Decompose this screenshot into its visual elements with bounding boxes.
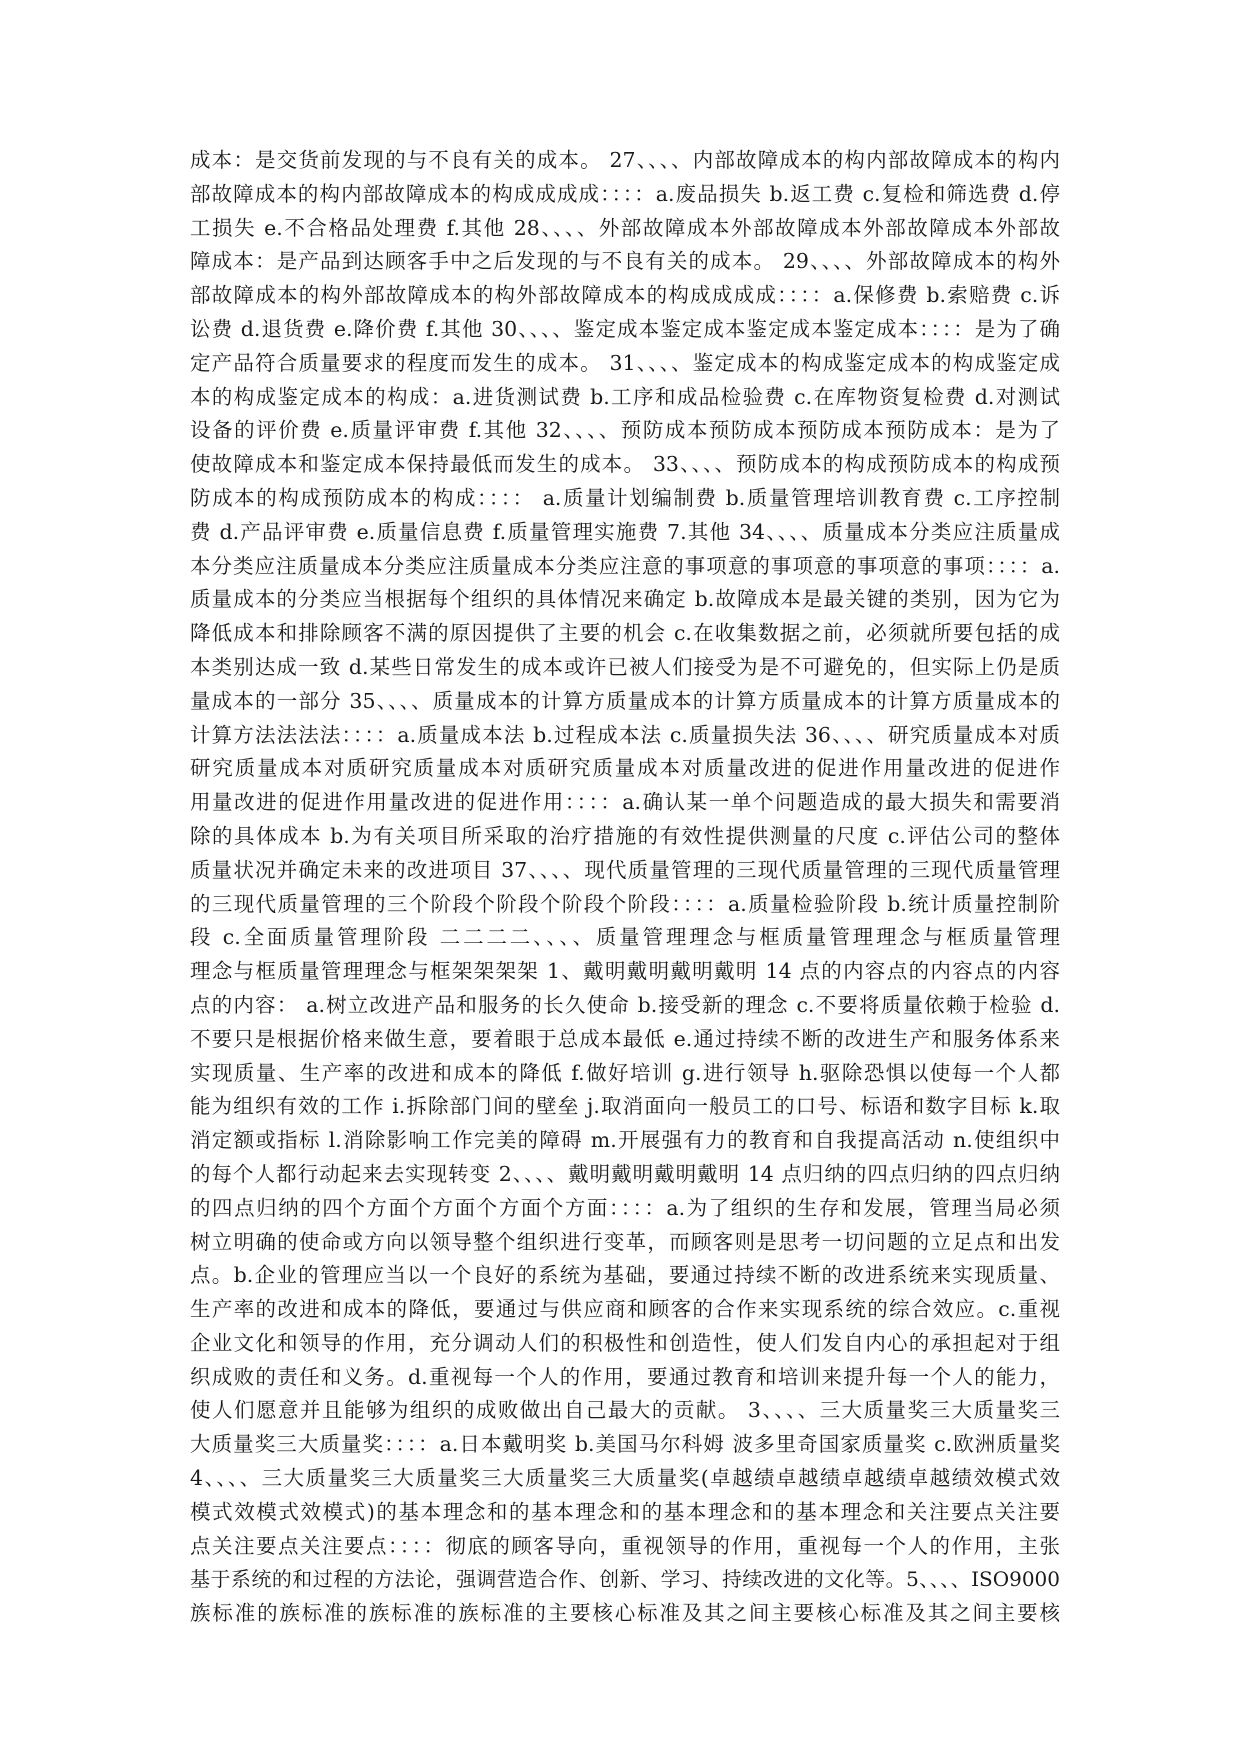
text-line: 研究质量成本对质研究质量成本对质研究质量成本对质量改进的促进作用量改进的促进作: [190, 756, 1060, 781]
text-line: 企业文化和领导的作用，充分调动人们的积极性和创造性，使人们发自内心的承担起对于组: [190, 1330, 1060, 1355]
text-line: 成本：是交货前发现的与不良有关的成本。 27、、、、内部故障成本的构内部故障成本的构内: [190, 148, 1060, 172]
body-text: [190, 144, 1060, 1665]
text-line: 族标准的族标准的族标准的族标准的主要核心标准及其之间主要核心标准及其之间主要核: [190, 1601, 1060, 1626]
text-line: 部故障成本的构外部故障成本的构外部故障成本的构成成成成：：：：a.保修费 b.索赔费 c.诉: [190, 283, 1060, 308]
text-line: 的三现代质量管理的三个阶段个阶段个阶段个阶段：：：：a.质量检验阶段 b.统计质量控制阶: [190, 891, 1060, 916]
text-line: 的每个人都行动起来去实现转变 2、、、、戴明戴明戴明戴明 14 点归纳的四点归纳的四点归纳: [190, 1161, 1060, 1186]
text-line: 讼费 d.退货费 e.降价费 f.其他 30、、、、鉴定成本鉴定成本鉴定成本鉴定成本：：：：是为了确: [190, 316, 1060, 341]
text-line: 点关注要点关注要点：：：：彻底的顾客导向，重视领导的作用，重视每一个人的作用，主张: [190, 1533, 1060, 1558]
text-line: 实现质量、生产率的改进和成本的降低 f.做好培训 g.进行领导 h.驱除恐惧以使每一个人都: [190, 1060, 1060, 1085]
text-line: 部故障成本的构内部故障成本的构成成成成：：：：a.废品损失 b.返工费 c.复检和筛选费 d.停: [190, 181, 1060, 206]
text-line: 4、、、、三大质量奖三大质量奖三大质量奖三大质量奖(卓越绩卓越绩卓越绩卓越绩效模式效: [190, 1466, 1060, 1491]
text-line: 树立明确的使命或方向以领导整个组织进行变革，而顾客则是思考一切问题的立足点和出发: [190, 1229, 1060, 1254]
text-line: 本分类应注质量成本分类应注质量成本分类应注意的事项意的事项意的事项意的事项：：：：a.: [190, 553, 1060, 578]
text-line: 不要只是根据价格来做生意，要着眼于总成本最低 e.通过持续不断的改进生产和服务体系来: [190, 1026, 1060, 1051]
text-line: 降低成本和排除顾客不满的原因提供了主要的机会 c.在收集数据之前，必须就所要包括的成: [190, 621, 1060, 646]
text-line: 理念与框质量管理理念与框架架架架 1、戴明戴明戴明戴明 14 点的内容点的内容点的内容: [190, 959, 1060, 984]
text-line: 费 d.产品评审费 e.质量信息费 f.质量管理实施费 7.其他 34、、、、质量成本分类应注质量成: [190, 519, 1060, 544]
text-line: 用量改进的促进作用量改进的促进作用：：：：a.确认某一单个问题造成的最大损失和需要消: [190, 790, 1060, 815]
text-line: 工损失 e.不合格品处理费 f.其他 28、、、、外部故障成本外部故障成本外部故障成本外部故: [190, 215, 1060, 240]
text-line: 质量状况并确定未来的改进项目 37、、、、现代质量管理的三现代质量管理的三现代质量管理: [190, 857, 1060, 882]
text-line: 生产率的改进和成本的降低，要通过与供应商和顾客的合作来实现系统的综合效应。c.重视: [190, 1297, 1060, 1322]
text-line: 模式效模式效模式)的基本理念和的基本理念和的基本理念和的基本理念和关注要点关注要: [190, 1499, 1060, 1524]
text-line: 本类别达成一致 d.某些日常发生的成本或许已被人们接受为是不可避免的，但实际上仍是质: [190, 654, 1060, 679]
text-line: 本的构成鉴定成本的构成：a.进货测试费 b.工序和成品检验费 c.在库物资复检费 d.对测试: [190, 384, 1060, 409]
text-line: 消定额或指标 l.消除影响工作完美的障碍 m.开展强有力的教育和自我提高活动 n.使组织中: [190, 1128, 1060, 1153]
text-line: 防成本的构成预防成本的构成：：：： a.质量计划编制费 b.质量管理培训教育费 c.工序控制: [190, 485, 1060, 510]
text-line: 计算方法法法法：：：：a.质量成本法 b.过程成本法 c.质量损失法 36、、、、研究质量成本对质: [190, 722, 1060, 747]
text-line: 使人们愿意并且能够为组织的成败做出自己最大的贡献。 3、、、、三大质量奖三大质量奖三: [190, 1398, 1060, 1423]
text-line: 点的内容： a.树立改进产品和服务的长久使命 b.接受新的理念 c.不要将质量依赖于检验 d.: [190, 992, 1060, 1017]
text-line: 量成本的一部分 35、、、、质量成本的计算方质量成本的计算方质量成本的计算方质量成本的: [190, 688, 1060, 713]
text-line: 质量成本的分类应当根据每个组织的具体情况来确定 b.故障成本是最关键的类别，因为它为: [190, 587, 1060, 612]
text-line: 能为组织有效的工作 i.拆除部门间的壁垒 j.取消面向一般员工的口号、标语和数字目标 k.取: [190, 1094, 1060, 1119]
text-line: 点。b.企业的管理应当以一个良好的系统为基础，要通过持续不断的改进系统来实现质量、: [190, 1263, 1060, 1288]
text-line: 定产品符合质量要求的程度而发生的成本。 31、、、、鉴定成本的构成鉴定成本的构成鉴定成: [190, 350, 1060, 375]
text-line: 使故障成本和鉴定成本保持最低而发生的成本。 33、、、、预防成本的构成预防成本的构成预: [190, 452, 1060, 477]
text-line: 大质量奖三大质量奖：：：：a.日本戴明奖 b.美国马尔科姆 波多里奇国家质量奖 c.欧洲质量奖: [190, 1432, 1060, 1457]
text-line: 的四点归纳的四个方面个方面个方面个方面：：：：a.为了组织的生存和发展，管理当局必须: [190, 1195, 1060, 1220]
text-line: 段 c.全面质量管理阶段 二二二二、、、、质量管理理念与框质量管理理念与框质量管理: [190, 925, 1060, 950]
text-line: 除的具体成本 b.为有关项目所采取的治疗措施的有效性提供测量的尺度 c.评估公司的整体: [190, 823, 1060, 848]
text-line: 障成本：是产品到达顾客手中之后发现的与不良有关的成本。 29、、、、外部故障成本的构外: [190, 249, 1060, 274]
text-line: 设备的评价费 e.质量评审费 f.其他 32、、、、预防成本预防成本预防成本预防成本：是为了: [190, 418, 1060, 443]
text-line: [190, 1631, 1060, 1665]
text-line: 基于系统的和过程的方法论，强调营造合作、创新、学习、持续改进的文化等。5、、、、ISO9000: [190, 1567, 1060, 1592]
text-line: 织成败的责任和义务。d.重视每一个人的作用，要通过教育和培训来提升每一个人的能力，: [190, 1364, 1060, 1389]
